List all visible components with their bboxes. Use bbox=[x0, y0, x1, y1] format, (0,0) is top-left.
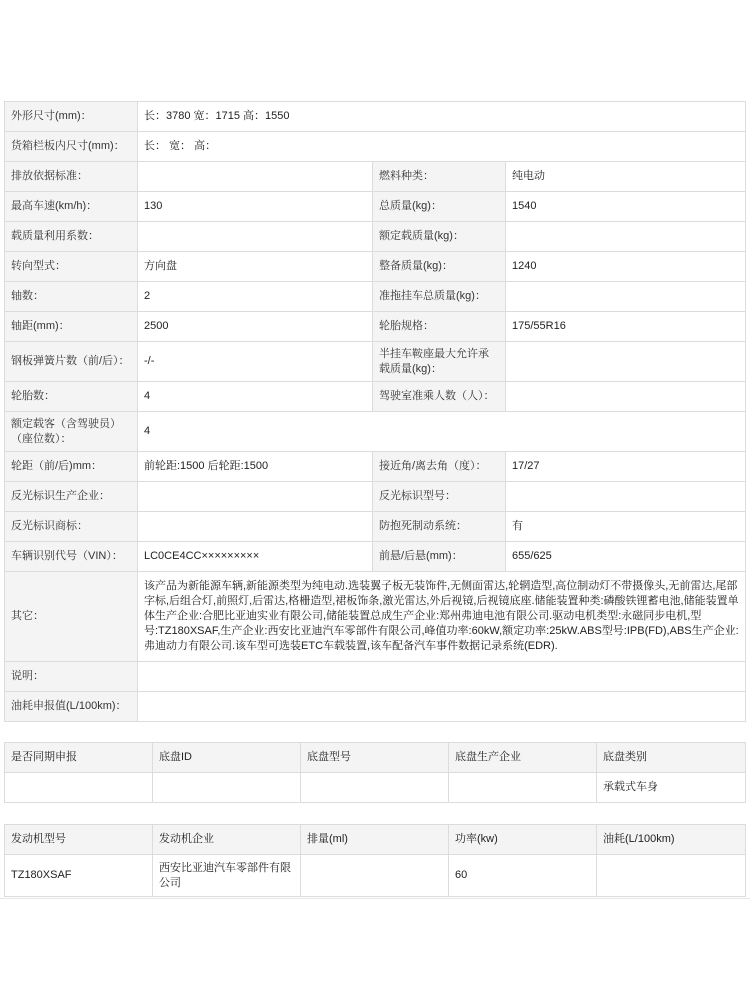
tire-spec-label: 轮胎规格： bbox=[373, 312, 506, 342]
rated-passengers-value: 4 bbox=[138, 412, 746, 452]
trailer-mass-label: 准拖挂车总质量(kg)： bbox=[373, 282, 506, 312]
cab-seats-value bbox=[506, 382, 746, 412]
abs-value: 有 bbox=[506, 512, 746, 542]
approach-departure-value: 17/27 bbox=[506, 452, 746, 482]
chassis-cell bbox=[153, 773, 301, 803]
reflector-model-value bbox=[506, 482, 746, 512]
chassis-header-cell: 底盘类别 bbox=[597, 743, 746, 773]
other-value: 该产品为新能源车辆,新能源类型为纯电动.选装翼子板无装饰件,无侧面雷达,轮辋造型,高位制动灯不带摄像头,无前雷达,尾部字标,后组合灯,前照灯,后雷达,格栅造型,裙板饰条,激光雷达,外后视镜,后视镜底座.储能装置种类:磷酸铁锂蓄电池,储能装置单体生产企业:合肥比亚迪实业有限公司,储能装置总成生产企业:郑州弗迪电池有限公司.驱动电机类型:永磁同步电机,型号:TZ180XSAF,生产企业:西安比亚迪汽车零部件有限公司,峰值功率:60kW,额定功率:25kW.ABS型号:IPB(FD),ABS生产企业:弗迪动力有限公司.该车型可选装ETC车载装置,该车配备汽车事件数据记录系统(EDR). bbox=[138, 572, 746, 662]
engine-header-cell: 功率(kw) bbox=[449, 825, 597, 855]
max-speed-value: 130 bbox=[138, 192, 373, 222]
load-utilization-label: 载质量利用系数： bbox=[5, 222, 138, 252]
track-width-label: 轮距（前/后)mm： bbox=[5, 452, 138, 482]
chassis-header-cell: 底盘ID bbox=[153, 743, 301, 773]
max-speed-label: 最高车速(km/h)： bbox=[5, 192, 138, 222]
reflector-maker-label: 反光标识生产企业： bbox=[5, 482, 138, 512]
other-label: 其它： bbox=[5, 572, 138, 662]
chassis-cell bbox=[5, 773, 153, 803]
overhang-value: 655/625 bbox=[506, 542, 746, 572]
reflector-brand-value bbox=[138, 512, 373, 542]
reflector-maker-value bbox=[138, 482, 373, 512]
engine-cell bbox=[597, 855, 746, 897]
engine-cell: 60 bbox=[449, 855, 597, 897]
wheelbase-value: 2500 bbox=[138, 312, 373, 342]
cargo-size-label: 货箱栏板内尺寸(mm)： bbox=[5, 132, 138, 162]
outer-size-label: 外形尺寸(mm)： bbox=[5, 102, 138, 132]
cab-seats-label: 驾驶室准乘人数（人）： bbox=[373, 382, 506, 412]
chassis-header-cell: 是否同期申报 bbox=[5, 743, 153, 773]
abs-label: 防抱死制动系统： bbox=[373, 512, 506, 542]
total-mass-label: 总质量(kg)： bbox=[373, 192, 506, 222]
note-value bbox=[138, 662, 746, 692]
emission-standard-label: 排放依据标准： bbox=[5, 162, 138, 192]
chassis-cell bbox=[449, 773, 597, 803]
emission-standard-value bbox=[138, 162, 373, 192]
fuel-type-value: 纯电动 bbox=[506, 162, 746, 192]
fuel-type-label: 燃料种类： bbox=[373, 162, 506, 192]
engine-header-cell: 油耗(L/100km) bbox=[597, 825, 746, 855]
vehicle-spec-table bbox=[4, 101, 746, 722]
approach-departure-label: 接近角/离去角（度）： bbox=[373, 452, 506, 482]
wheelbase-label: 轴距(mm)： bbox=[5, 312, 138, 342]
engine-header-cell: 发动机型号 bbox=[5, 825, 153, 855]
engine-table bbox=[4, 824, 746, 897]
rated-load-value bbox=[506, 222, 746, 252]
leaf-spring-value: -/- bbox=[138, 342, 373, 382]
engine-header-cell: 发动机企业 bbox=[153, 825, 301, 855]
chassis-table bbox=[4, 742, 746, 803]
saddle-load-label: 半挂车鞍座最大允许承载质量(kg)： bbox=[373, 342, 506, 382]
axle-count-value: 2 bbox=[138, 282, 373, 312]
engine-header-cell: 排量(ml) bbox=[301, 825, 449, 855]
vin-value: LC0CE4CC××××××××× bbox=[138, 542, 373, 572]
chassis-cell bbox=[301, 773, 449, 803]
engine-cell: TZ180XSAF bbox=[5, 855, 153, 897]
load-utilization-value bbox=[138, 222, 373, 252]
tire-count-label: 轮胎数： bbox=[5, 382, 138, 412]
rated-passengers-label: 额定载客（含驾驶员）（座位数）： bbox=[5, 412, 138, 452]
reflector-model-label: 反光标识型号： bbox=[373, 482, 506, 512]
outer-size-value: 长：3780 宽：1715 高：1550 bbox=[138, 102, 746, 132]
tire-count-value: 4 bbox=[138, 382, 373, 412]
fuel-consumption-value bbox=[138, 692, 746, 722]
fuel-consumption-label: 油耗申报值(L/100km)： bbox=[5, 692, 138, 722]
vin-label: 车辆识别代号（VIN）： bbox=[5, 542, 138, 572]
axle-count-label: 轴数： bbox=[5, 282, 138, 312]
rated-load-label: 额定载质量(kg)： bbox=[373, 222, 506, 252]
leaf-spring-label: 钢板弹簧片数（前/后）： bbox=[5, 342, 138, 382]
bottom-divider bbox=[0, 898, 750, 899]
track-width-value: 前轮距:1500 后轮距:1500 bbox=[138, 452, 373, 482]
note-label: 说明： bbox=[5, 662, 138, 692]
engine-cell bbox=[301, 855, 449, 897]
curb-mass-value: 1240 bbox=[506, 252, 746, 282]
steering-type-label: 转向型式： bbox=[5, 252, 138, 282]
curb-mass-label: 整备质量(kg)： bbox=[373, 252, 506, 282]
trailer-mass-value bbox=[506, 282, 746, 312]
tire-spec-value: 175/55R16 bbox=[506, 312, 746, 342]
overhang-label: 前悬/后悬(mm)： bbox=[373, 542, 506, 572]
chassis-header-cell: 底盘生产企业 bbox=[449, 743, 597, 773]
cargo-size-value: 长： 宽： 高： bbox=[138, 132, 746, 162]
saddle-load-value bbox=[506, 342, 746, 382]
total-mass-value: 1540 bbox=[506, 192, 746, 222]
chassis-header-cell: 底盘型号 bbox=[301, 743, 449, 773]
chassis-cell: 承载式车身 bbox=[597, 773, 746, 803]
steering-type-value: 方向盘 bbox=[138, 252, 373, 282]
reflector-brand-label: 反光标识商标： bbox=[5, 512, 138, 542]
engine-cell: 西安比亚迪汽车零部件有限公司 bbox=[153, 855, 301, 897]
